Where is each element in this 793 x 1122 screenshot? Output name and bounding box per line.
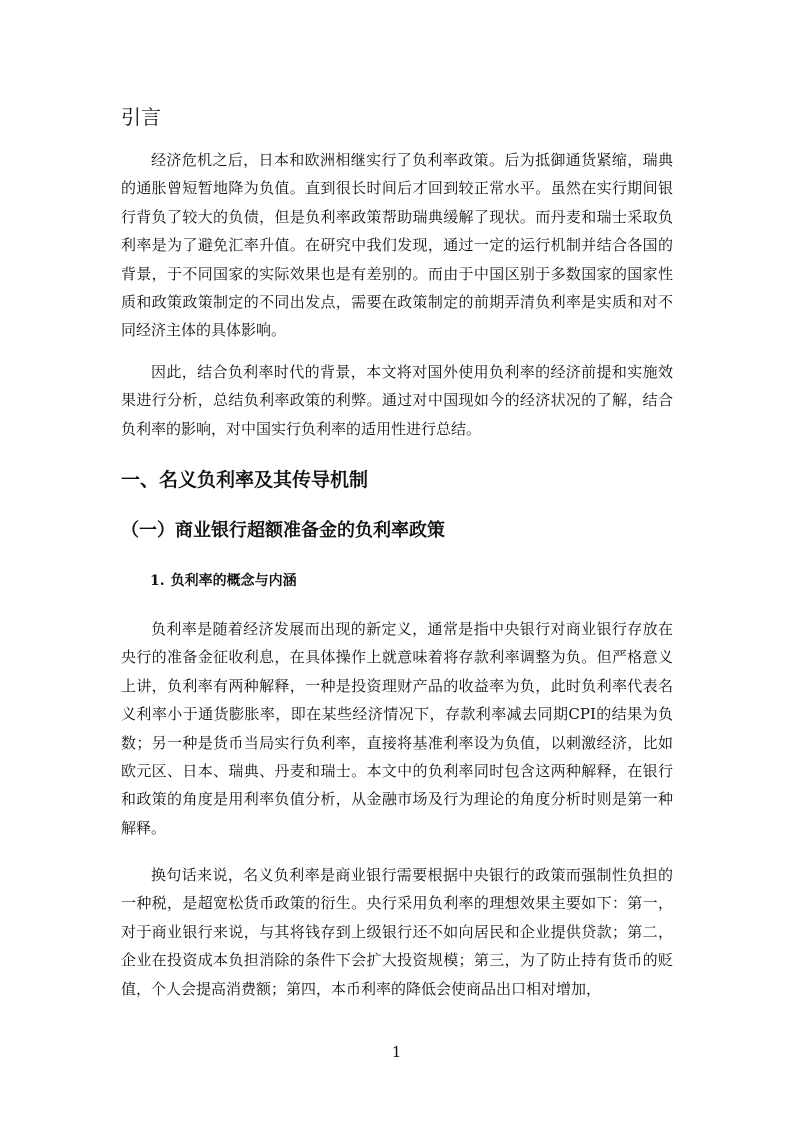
subsubsection-title: 负利率的概念与内涵 [170,573,297,589]
intro-paragraph-1: 经济危机之后，日本和欧洲相继实行了负利率政策。后为抵御通货紧缩，瑞典的通胀曾短暂地降为负值。直到很长时间后才回到较正常水平。虽然在实行期间银行背负了较大的负债，但是负利率政策帮助瑞典缓解了现状。而丹麦和瑞士采取负利率是为了避免汇率升值。在研究中我们发现，通过一定的运行机制并结合各国的背景，于不同国家的实际效果也是有差别的。而由于中国区别于多数国家的国家性质和政策政策制定的不同出发点，需要在政策制定的前期弄清负利率是实质和对不同经济主体的具体影响。 [121,151,673,340]
subsubsection-heading [150,570,297,592]
body-paragraph-2: 换句话来说，名义负利率是商业银行需要根据中央银行的政策而强制性负担的一种税，是超宽松货币政策的衍生。央行采用负利率的理想效果主要如下：第一，对于商业银行来说，与其将钱存到上级银行还不如向居民和企业提供贷款；第二，企业在投资成本负担消除的条件下会扩大投资规模；第三，为了防止持有货币的贬值，个人会提高消费额；第四，本币利率的降低会使商品出口相对增加， [121,866,673,998]
intro-paragraph-2: 因此，结合负利率时代的背景，本文将对国外使用负利率的经济前提和实施效果进行分析，总结负利率政策的利弊。通过对中国现如今的经济状况的了解，结合负利率的影响，对中国实行负利率的适用性进行总结。 [121,363,673,438]
page-number: 1 [391,1043,402,1061]
subsection-heading: （一）商业银行超额准备金的负利率政策 [121,520,445,541]
section-heading: 一、名义负利率及其传导机制 [121,469,369,491]
intro-heading: 引言 [121,105,161,129]
body-paragraph-1: 负利率是随着经济发展而出现的新定义，通常是指中央银行对商业银行存放在央行的准备金征收利息，在具体操作上就意味着将存款利率调整为负。但严格意义上讲，负利率有两种解释，一种是投资理财产品的收益率为负，此时负利率代表名义利率小于通货膨胀率，即在某些经济情况下，存款利率减去同期CPI的结果为负数；另一种是货币当局实行负利率，直接将基准利率设为负值，以刺激经济，比如欧元区、日本、瑞典、丹麦和瑞士。本文中的负利率同时包含这两种解释，在银行和政策的角度是用利率负值分析，从金融市场及行为理论的角度分析时则是第一种解释。 [121,620,673,837]
subsubsection-number: 1. [150,573,165,589]
